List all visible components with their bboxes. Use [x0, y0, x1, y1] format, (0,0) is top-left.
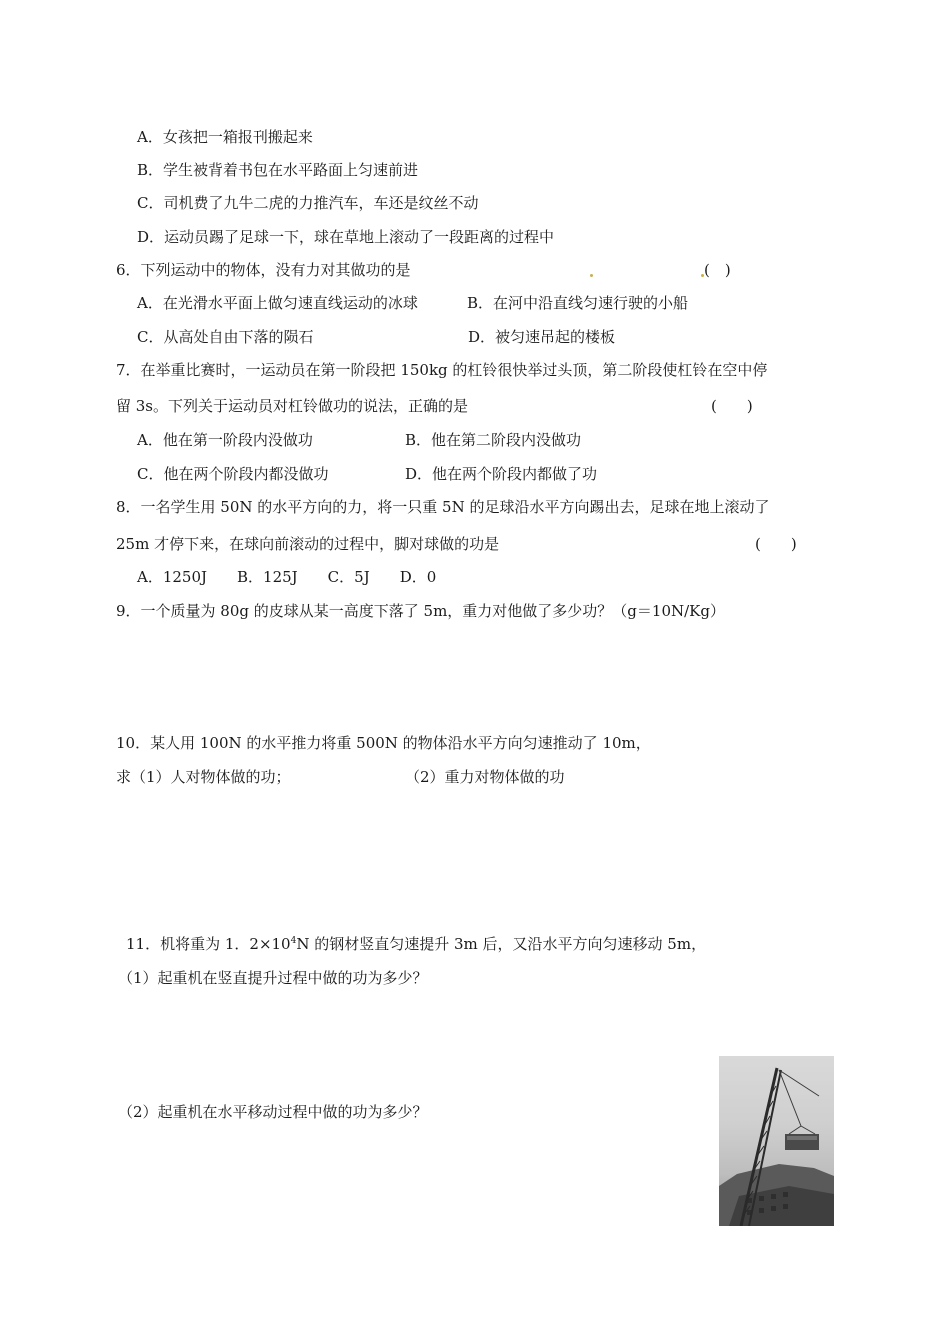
q6-option-b: B．在河中沿直线匀速行驶的小船 — [467, 294, 689, 312]
q5-option-d: D．运动员踢了足球一下，球在草地上滚动了一段距离的过程中 — [137, 228, 555, 246]
q8-answer-paren: ( ) — [755, 535, 797, 553]
stray-dot — [590, 274, 593, 277]
q6-option-a: A．在光滑水平面上做匀速直线运动的冰球 — [137, 294, 418, 312]
q10-part2: （2）重力对物体做的功 — [405, 768, 565, 786]
q7-stem-line2: 留 3s。下列关于运动员对杠铃做功的说法，正确的是 — [116, 397, 469, 415]
q9-stem: 9．一个质量为 80g 的皮球从某一高度下落了 5m，重力对他做了多少功？（g＝10N/Kg） — [116, 602, 725, 620]
q11-stem-post: N 的钢材竖直匀速提升 3m 后，又沿水平方向匀速移动 5m， — [296, 935, 707, 953]
q7-answer-paren: ( ) — [711, 397, 753, 415]
q7-stem-line1: 7．在举重比赛时，一运动员在第一阶段把 150kg 的杠铃很快举过头顶，第二阶段使杠铃在空中停 — [116, 361, 768, 379]
q6-option-c: C．从高处自由下落的陨石 — [137, 328, 314, 346]
q5-option-a: A．女孩把一箱报刊搬起来 — [137, 128, 313, 146]
q8-stem-line2: 25m 才停下来，在球向前滚动的过程中，脚对球做的功是 — [116, 535, 500, 553]
q11-stem-exponent: 4 — [290, 936, 297, 946]
q8-stem-line1: 8．一名学生用 50N 的水平方向的力，将一只重 5N 的足球沿水平方向踢出去，足球在地上滚动了 — [116, 498, 770, 516]
q8-options: A．1250J B．125J C．5J D．0 — [137, 568, 437, 586]
q7-option-b: B．他在第二阶段内没做功 — [405, 431, 582, 449]
q7-option-d: D．他在两个阶段内都做了功 — [405, 465, 598, 483]
q5-option-b: B．学生被背着书包在水平路面上匀速前进 — [137, 161, 419, 179]
crane-photo — [719, 1056, 834, 1226]
q6-stem: 6．下列运动中的物体，没有力对其做功的是 — [116, 261, 411, 279]
q11-stem — [126, 934, 706, 954]
q7-option-a: A．他在第一阶段内没做功 — [137, 431, 313, 449]
stray-dot — [701, 274, 704, 277]
crane-photo-drawing — [719, 1056, 834, 1226]
q11-stem-pre: 11．机将重为 1．2×10 — [126, 935, 291, 953]
q7-option-c: C．他在两个阶段内都没做功 — [137, 465, 329, 483]
q5-option-c: C．司机费了九牛二虎的力推汽车，车还是纹丝不动 — [137, 194, 479, 212]
q11-part2: （2）起重机在水平移动过程中做的功为多少？ — [118, 1103, 428, 1121]
q10-stem: 10．某人用 100N 的水平推力将重 500N 的物体沿水平方向匀速推动了 10m， — [116, 734, 651, 752]
q10-part1: 求（1）人对物体做的功； — [116, 768, 291, 786]
q6-answer-paren: ( ) — [704, 261, 731, 279]
q6-option-d: D．被匀速吊起的楼板 — [468, 328, 616, 346]
q11-part1: （1）起重机在竖直提升过程中做的功为多少？ — [118, 969, 428, 987]
